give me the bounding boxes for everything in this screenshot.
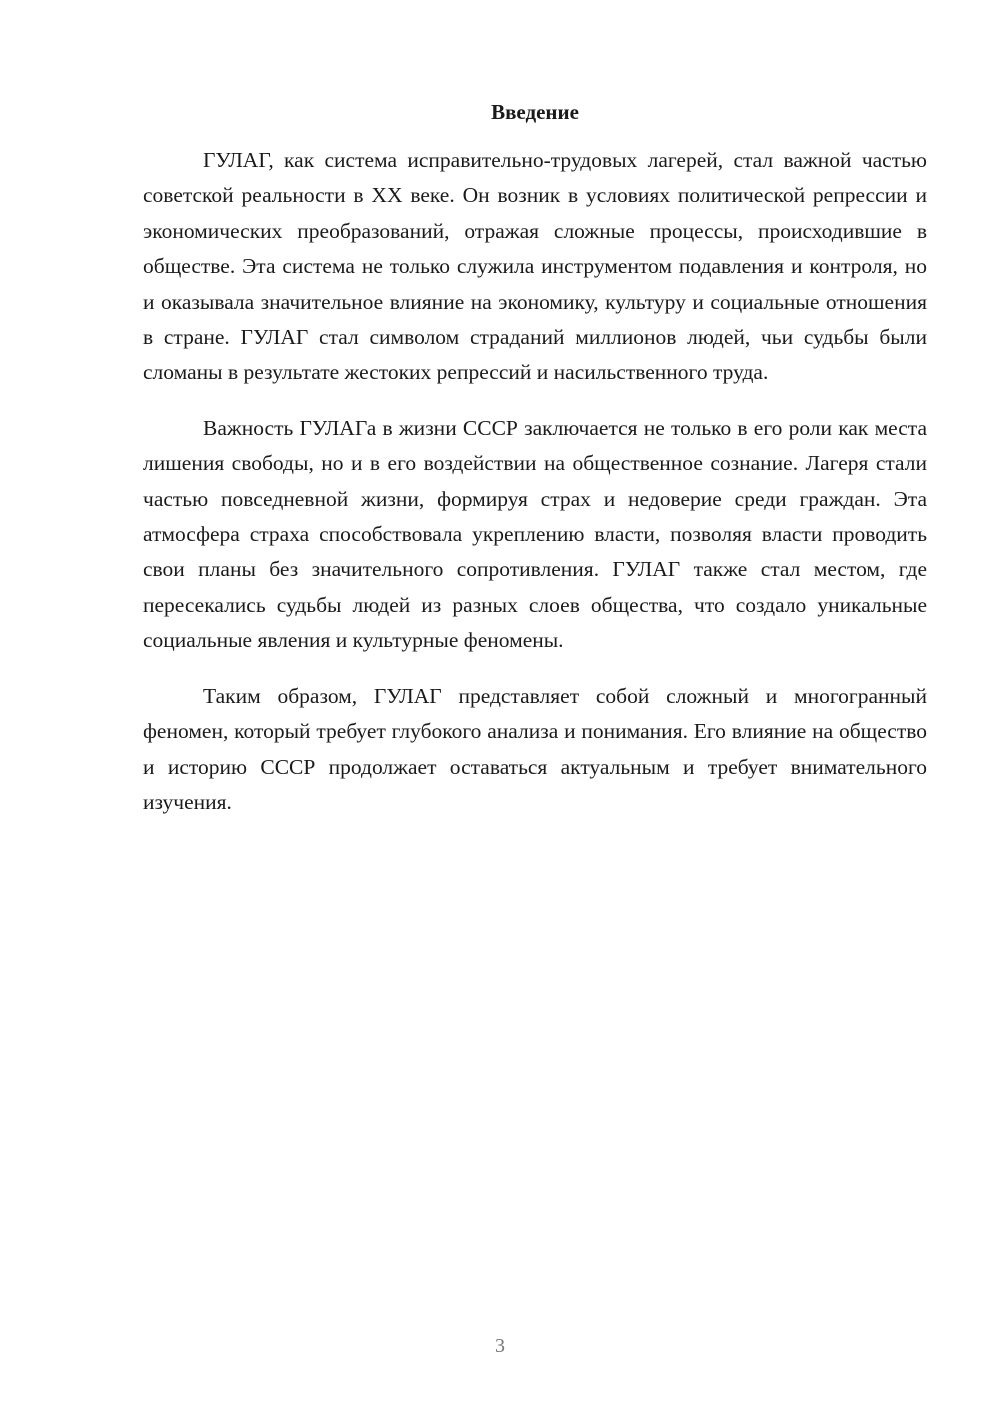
paragraph-1: ГУЛАГ, как система исправительно-трудовых лагерей, стал важной частью советской реальности в XX веке. Он возник в условиях политической репрессии и экономических преобразований, отражая сложные процессы, происходившие в обществе. Эта система не только служила инструментом подавления и контроля, но и оказывала значительное влияние на экономику, культуру и социальные отношения в стране. ГУЛАГ стал символом страданий миллионов людей, чьи судьбы были сломаны в результате жестоких репрессий и насильственного труда. xyxy=(143,148,927,385)
section-heading: Введение xyxy=(491,100,579,124)
paragraph-3: Таким образом, ГУЛАГ представляет собой сложный и многогранный феномен, который требует глубокого анализа и понимания. Его влияние на общество и историю СССР продолжает оставаться актуальным и требует внимательного изучения. xyxy=(143,683,927,814)
page-number: 3 xyxy=(495,1335,505,1357)
body-text xyxy=(143,143,927,840)
paragraph-2: Важность ГУЛАГа в жизни СССР заключается не только в его роли как места лишения свободы, но и в его воздействии на общественное сознание. Лагеря стали частью повседневной жизни, формируя страх и недоверие среди граждан. Эта атмосфера страха способствовала укреплению власти, позволяя власти проводить свои планы без значительного сопротивления. ГУЛАГ также стал местом, где пересекались судьбы людей из разных слоев общества, что создало уникальные социальные явления и культурные феномены. xyxy=(143,415,927,653)
